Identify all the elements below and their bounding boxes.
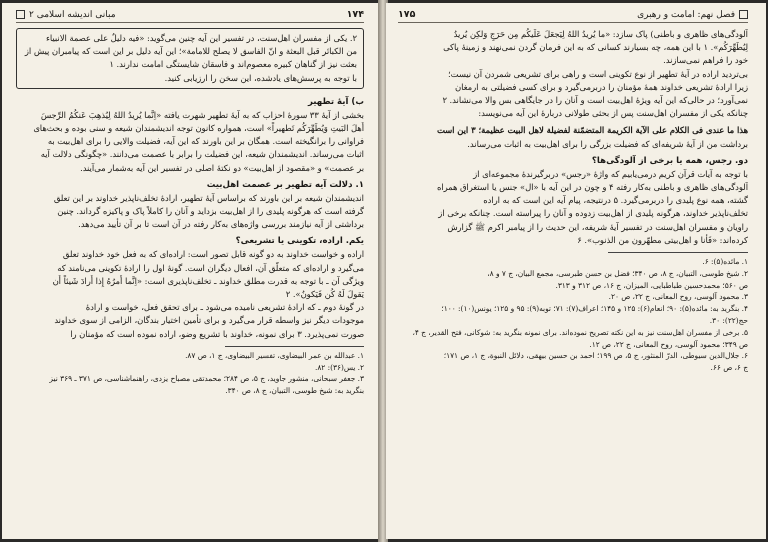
footnote: ۳. محمود آلوسی، روح المعانی، ج ۲۲، ص ۲۰. xyxy=(608,292,748,302)
paragraph-line: تخلف‌ناپذیر خداوند، هرگونه پلیدی از اهل‌بیت زدوده و آنان را پیراسته است. چنانکه برخی از xyxy=(438,208,748,219)
footnote: ۲. شیخ طوسی، التبیان، ج ۸، ص ۳۴۰؛ فضل بن حسن طبرسی، مجمع البیان، ج ۷ و ۸، xyxy=(487,268,748,278)
footnote: ۱. عبدالله بن عمر البیضاوی، تفسیر البیضاوی، ج ۱، ص ۸۷. xyxy=(185,350,364,360)
quote-arabic: هذا ما عندی فی الکلام علی الآیة الکریمة المتضمّنة لفضیلة لاهل البیت عظیمة؛ ۳ این است xyxy=(436,125,748,136)
paragraph-line: بی‌تردید اراده در آیهٔ تطهیر از نوع تکوینی است و راهی برای تشریعی شمردن آن نیست؛ xyxy=(448,68,748,79)
paragraph-line: اراده و خواست خداوند به دو گونه قابل تصور است: اراده‌ای که به فعل خود خداوند تعلق xyxy=(62,249,364,260)
box-line: ۲. یکی از مفسران اهل‌سنت، در تفسیر این آیه چنین می‌گوید: «فیه دلیلٌ علی عصمة الانبیاء xyxy=(45,33,357,43)
quote-translation: برداشت من از آیهٔ شریفه‌ای که فضیلت بزرگی را برای اهل‌بیت به اثبات می‌رساند. xyxy=(467,138,748,149)
footnote-separator xyxy=(225,346,364,347)
footnote: ج ۶، ص ۶۶. xyxy=(710,363,748,373)
paragraph-line: موجودات دیگر نیز واسطه قرار می‌گیرد و برای تأمین اختیار بندگان، الزامی از سوی خداوند xyxy=(54,315,364,326)
paragraph-line: نمی‌آورد؛ در حالی‌که این آیه ویژهٔ اهل‌بیت است و آنان را در جایگاهی بس والا می‌نشاند. ۲ xyxy=(442,95,748,106)
running-title-text: فصل نهم: امامت و رهبری xyxy=(637,9,735,20)
paragraph-line: چنانکه یکی از مفسران اهل‌سنت پس از بحثی طولانی دربارهٔ این آیه می‌نویسد: xyxy=(478,108,748,119)
paragraph-line: یَقولَ لَهُ کُن فَیَکونُ». ۲ xyxy=(285,289,364,300)
paragraph-line: لِیُطَهِّرَکُم». ۱ با این همه، چه بسیارند کسانی که به این فرمان گردن نمی‌نهند و زمینهٔ پاکی xyxy=(443,42,748,53)
box-line: بعثت نیز از گناهان کبیره معصوم‌اند و فاسقان شایستگی امامت ندارند. ۱ xyxy=(109,59,357,70)
right-page-header xyxy=(398,9,748,23)
paragraph-line: فراوانی را برانگیخته است. همگان بر این باورند که این آیه، فضیلت والایی را برای اهل‌بیت به xyxy=(47,136,364,147)
box-line: با توجه به پرسش‌های یادشده، این سخن را ارزیابی کنید. xyxy=(164,72,357,83)
footnote: ۲. یس(۳۶): ۸۲. xyxy=(314,362,364,372)
square-ornament-icon xyxy=(739,10,748,19)
paragraph-line: صورت نمی‌پذیرد. ۳ برای نمونه، خداوند با تشریع وضو، اراده نموده است که مؤمنان را xyxy=(70,328,364,339)
footnote: ص ۵۶۰؛ محمدحسین طباطبایی، المیزان، ج ۱۶، ص ۳۱۲ و ۳۱۳. xyxy=(555,280,748,290)
footnote: ۵. برخی از مفسران اهل‌سنت نیز به این نکته تصریح نموده‌اند. برای نمونه بنگرید به: شوکانی، فتح القدیر، ج ۴، xyxy=(412,327,748,337)
page-number: ۱۷۵ xyxy=(398,9,416,20)
paragraph-line: گشته، همه نوع پلیدی را دربرمی‌گیرد. ۵ درنتیجه، پیام آیه این است که به اراده xyxy=(483,195,748,206)
exercise-box xyxy=(16,28,364,89)
running-title-text: مبانی اندیشه اسلامی ۲ xyxy=(29,9,116,20)
section-heading: ۱. دلالت آیه تطهیر بر عصمت اهل‌بیت xyxy=(206,179,364,190)
footnote: بنگرید به: شیخ طوسی، التبیان، ج ۸، ص ۳۴۰. xyxy=(225,386,364,396)
paragraph-line: در گونهٔ دوم ـ که ارادهٔ تشریعی نامیده می‌شود ـ برای تحقق فعل، خواست و ارادهٔ xyxy=(85,302,364,313)
paragraph-line: می‌گیرد و اراده‌ای که متعلّق آن، افعال دیگران است. گونهٔ اول را ارادهٔ تکوینی می‌نامند که xyxy=(57,262,364,273)
footnote: ۱. مائده(۵): ۶. xyxy=(702,257,748,267)
footnote: ۴. بنگرید به: مائده(۵): ۹۰؛ انعام(۶): ۱۲۵ و ۱۴۵؛ اعراف(۷): ۷۱؛ توبه(۹): ۹۵ و ۱۲۵؛ یونس(۱۰): ۱۰۰؛ xyxy=(441,304,748,314)
paragraph-line: با توجه به آیات قرآن کریم درمی‌یابیم که واژهٔ «رجس» دربرگیرندهٔ مجموعه‌ای از xyxy=(473,168,748,179)
subsection-heading: یکم. اراده، تکوینی یا تشریعی؟ xyxy=(235,236,364,247)
paragraph-line: بر عصمت» و «مقصود از اهل‌بیت» دو نکتهٔ اصلی در تفسیر این آیه به‌شمار می‌آیند. xyxy=(80,162,364,173)
paragraph-line: برداشتی از آیه نیازمند بررسی واژه‌های به‌کار رفته در آن است تا بر آن تأیید می‌دهد. xyxy=(78,219,364,230)
paragraph-line: خود را فراهم نمی‌سازند. xyxy=(663,55,748,66)
paragraph-line: کرده‌اند: «فَأنا و اهل‌بیتی مطهّرون من الذنوب». ۶ xyxy=(577,234,748,245)
left-page xyxy=(2,3,380,539)
square-ornament-icon xyxy=(16,10,25,19)
footnote: ۶. جلال‌الدین سیوطی، الدرّ المنثور، ج ۵، ص ۱۹۹؛ احمد بن حسین بیهقی، دلائل النبوة، ج ۱، ص ۱۷۱؛ xyxy=(443,351,748,361)
paragraph-line: اثبات می‌رساند. اندیشمندان شیعه، این فضیلت را برابر با عصمت می‌دانند. «چگونگی دلالت آیه xyxy=(40,149,364,160)
section-heading: ب) آیهٔ تطهیر xyxy=(307,96,364,107)
box-line: من الکبائر قبل البعثة و انّ الفاسق لا یصلح للامامة»؛ این آیه دلیل بر این است که پیامبران پیش از xyxy=(24,46,357,57)
paragraph-line: زیرا ارادهٔ تشریعی خداوند همهٔ مؤمنان را دربرمی‌گیرد و برای کسی فضیلتی به ارمغان xyxy=(455,81,748,92)
paragraph-line: ویژگی آن ـ با توجه به قدرت مطلق خداوند ـ تخلف‌ناپذیری است: «اِنَّما أَمرُهُ إِذا أَرادَ شَیئاً أَن xyxy=(52,275,364,286)
footnote-separator xyxy=(608,252,748,253)
page-number: ۱۷۴ xyxy=(346,9,364,20)
left-page-header xyxy=(16,9,364,23)
paragraph-line: اندیشمندان شیعه بر این باورند که براساس آیهٔ تطهیر، ارادهٔ تخلف‌ناپذیر خداوند بر این تعلق xyxy=(53,192,364,203)
running-title xyxy=(637,10,748,20)
right-page xyxy=(386,3,766,539)
paragraph-line: آلودگی‌های ظاهری و باطنی) پاک سازد: «ما یُریدُ اللهُ لِیَجعَلَ عَلَیکُم مِن حَرَجٍ وَلکِن یُریدُ xyxy=(453,29,748,39)
subsection-heading: دو. رجس، همه یا برخی از آلودگی‌ها؟ xyxy=(591,155,748,166)
paragraph-line: راویان و مفسران اهل‌سنت در تفسیر آیهٔ شریفه، این حدیث را از پیامبر اکرم ﷺ گزارش xyxy=(447,221,748,232)
running-title xyxy=(16,10,116,20)
footnote: حج(۲۲): ۳۰. xyxy=(709,316,748,326)
footnote: ۳. جعفر سبحانی، منشور جاوید، ج ۵، ص ۲۸۴؛ محمدتقی مصباح یزدی، راهنماشناسی، ص ۳۷۱ ـ ۳۶۹ نیز xyxy=(49,374,364,384)
paragraph-line: أَهلَ البَیتِ وَیُطَهِّرَکُم تَطهیراً» است، همواره کانون توجه اندیشمندان شیعه و سنی بوده و بحث‌های xyxy=(33,123,364,134)
footnote: ص ۳۴۹؛ محمود آلوسی، روح المعانی، ج ۲۲، ص ۱۲. xyxy=(589,339,748,349)
paragraph-line: گرفته است که هرگونه پلیدی را از اهل‌بیت بزداید و آنان را کاملاً پاک و پاکیزه گرداند. چنین xyxy=(57,206,364,217)
paragraph-line: آلودگی‌های ظاهری و باطنی به‌کار رفته ۴ و چون در این آیه با «ال» جنس یا استغراق همراه xyxy=(436,182,748,193)
paragraph-line: بخشی از آیهٔ ۳۳ سورهٔ احزاب که به آیهٔ تطهیر شهرت یافته «اِنَّما یُریدُ اللهُ لِیُذهِبَ عَنکُمُ الرِّجسَ xyxy=(40,109,364,120)
